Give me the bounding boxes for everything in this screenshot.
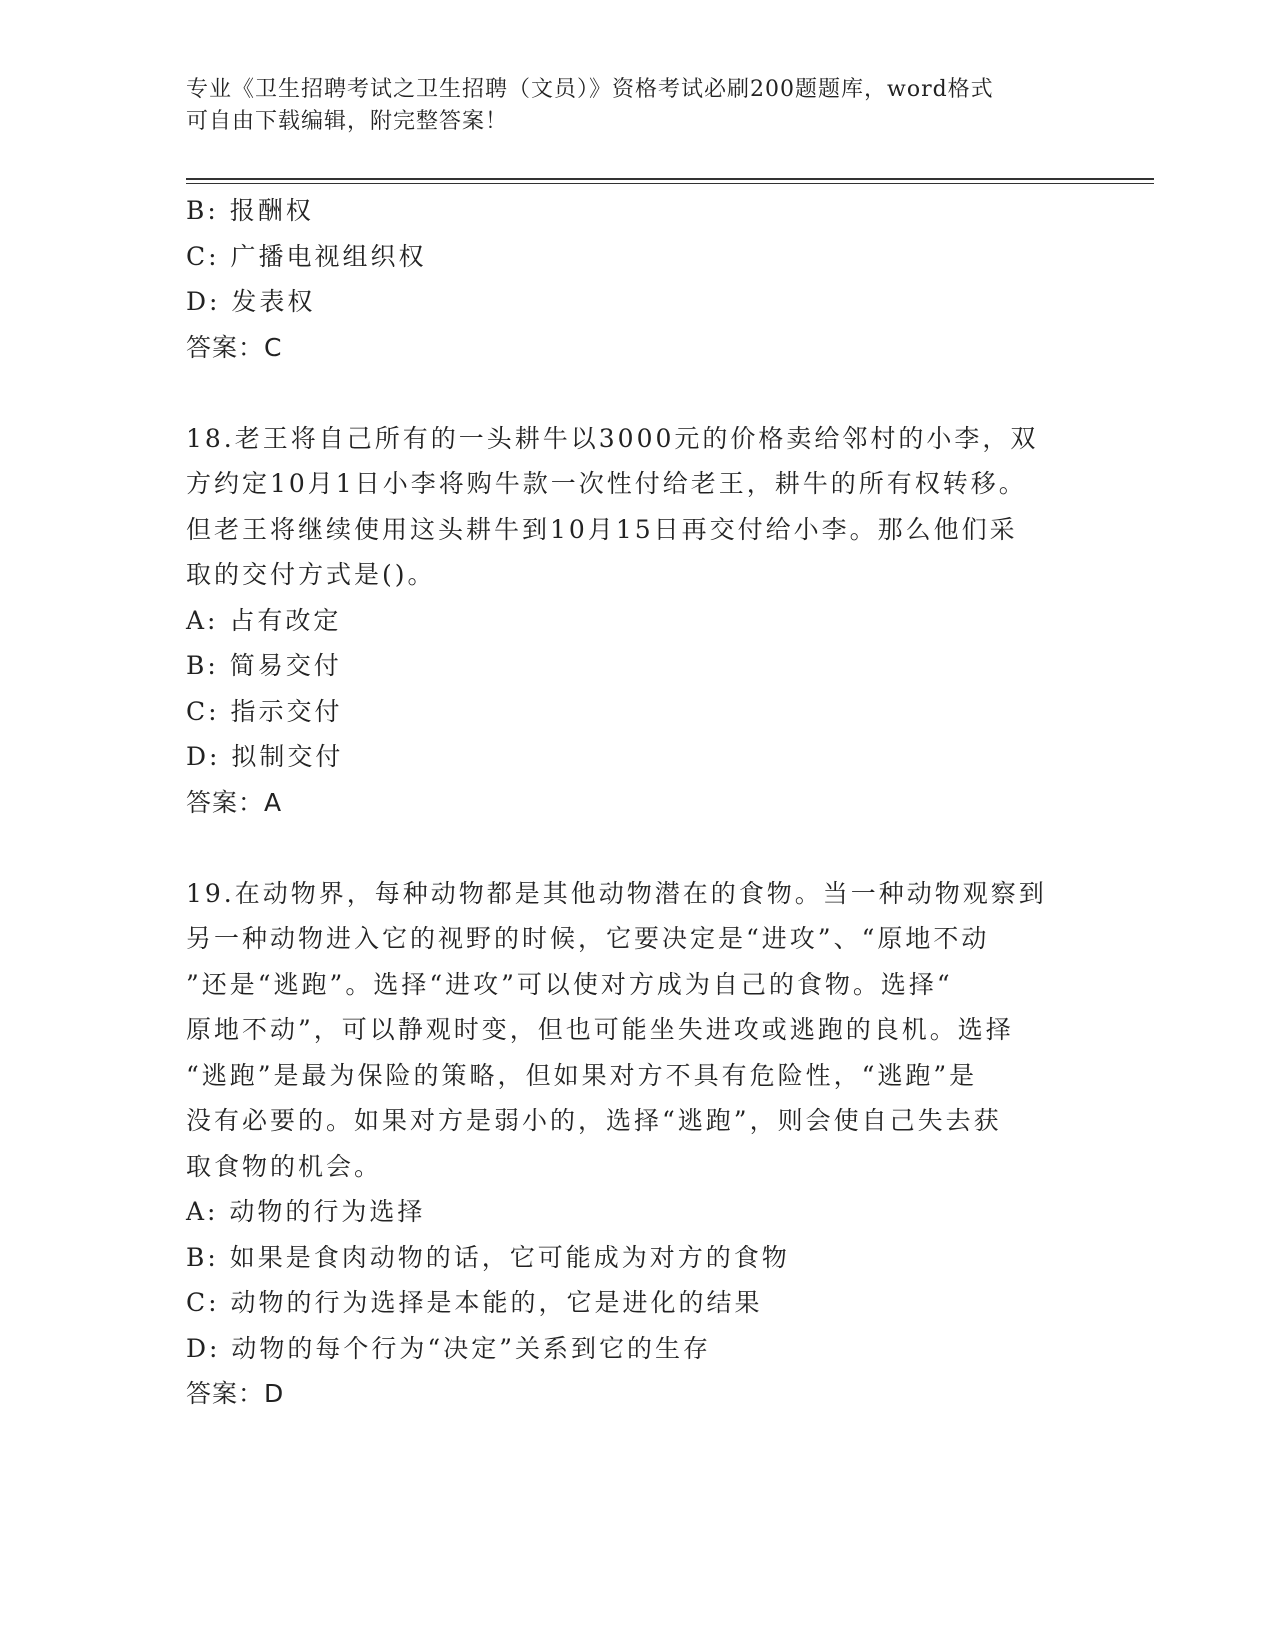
option-a: A: 占有改定 — [186, 605, 342, 635]
question-18-line-4: 取的交付方式是()。 — [186, 560, 436, 589]
question-19-line-1: 19.在动物界，每种动物都是其他动物潜在的食物。当一种动物观察到 — [186, 878, 1047, 908]
option-d: D: 拟制交付 — [186, 742, 344, 771]
option-c: C: 广播电视组织权 — [186, 241, 427, 271]
question-18-line-3: 但老王将继续使用这头耕牛到10月15日再交付给小李。那么他们采 — [186, 514, 1018, 544]
page-content — [186, 188, 1066, 1417]
question-19-line-2: 另一种动物进入它的视野的时候，它要决定是“进攻”、“原地不动 — [186, 924, 990, 953]
answer: 答案：A — [186, 787, 283, 817]
question-18-line-2: 方约定10月1日小李将购牛款一次性付给老王，耕牛的所有权转移。 — [186, 469, 1027, 498]
header-divider-thin — [186, 183, 1154, 184]
prev-question-block — [186, 188, 1066, 370]
question-19-line-7: 取食物的机会。 — [186, 1151, 383, 1181]
option-c: C: 动物的行为选择是本能的，它是进化的结果 — [186, 1288, 763, 1317]
option-a: A: 动物的行为选择 — [186, 1197, 426, 1226]
option-d: D: 发表权 — [186, 287, 316, 316]
question-19-line-3: ”还是“逃跑”。选择“进攻”可以使对方成为自己的食物。选择“ — [186, 969, 953, 999]
option-b: B: 报酬权 — [186, 196, 314, 225]
answer: 答案：C — [186, 332, 283, 362]
option-b: B: 简易交付 — [186, 651, 342, 680]
header-line-2: 可自由下载编辑，附完整答案！ — [186, 109, 509, 134]
option-c: C: 指示交付 — [186, 696, 343, 726]
question-19 — [186, 871, 1066, 1417]
header-divider-thick — [186, 178, 1154, 180]
question-18 — [186, 416, 1066, 826]
document-header — [186, 74, 1066, 138]
header-line-1: 专业《卫生招聘考试之卫生招聘（文员）》资格考试必刷200题题库，word格式 — [186, 77, 994, 102]
question-18-line-1: 18.老王将自己所有的一头耕牛以3000元的价格卖给邻村的小李，双 — [186, 423, 1039, 453]
answer: 答案：D — [186, 1379, 285, 1408]
option-d: D: 动物的每个行为“决定”关系到它的生存 — [186, 1333, 711, 1363]
question-19-line-6: 没有必要的。如果对方是弱小的，选择“逃跑”，则会使自己失去获 — [186, 1106, 1002, 1135]
option-b: B: 如果是食肉动物的话，它可能成为对方的食物 — [186, 1242, 790, 1272]
question-19-line-5: “逃跑”是最为保险的策略，但如果对方不具有危险性，“逃跑”是 — [186, 1060, 978, 1090]
question-19-line-4: 原地不动”，可以静观时变，但也可能坐失进攻或逃跑的良机。选择 — [186, 1015, 1014, 1044]
